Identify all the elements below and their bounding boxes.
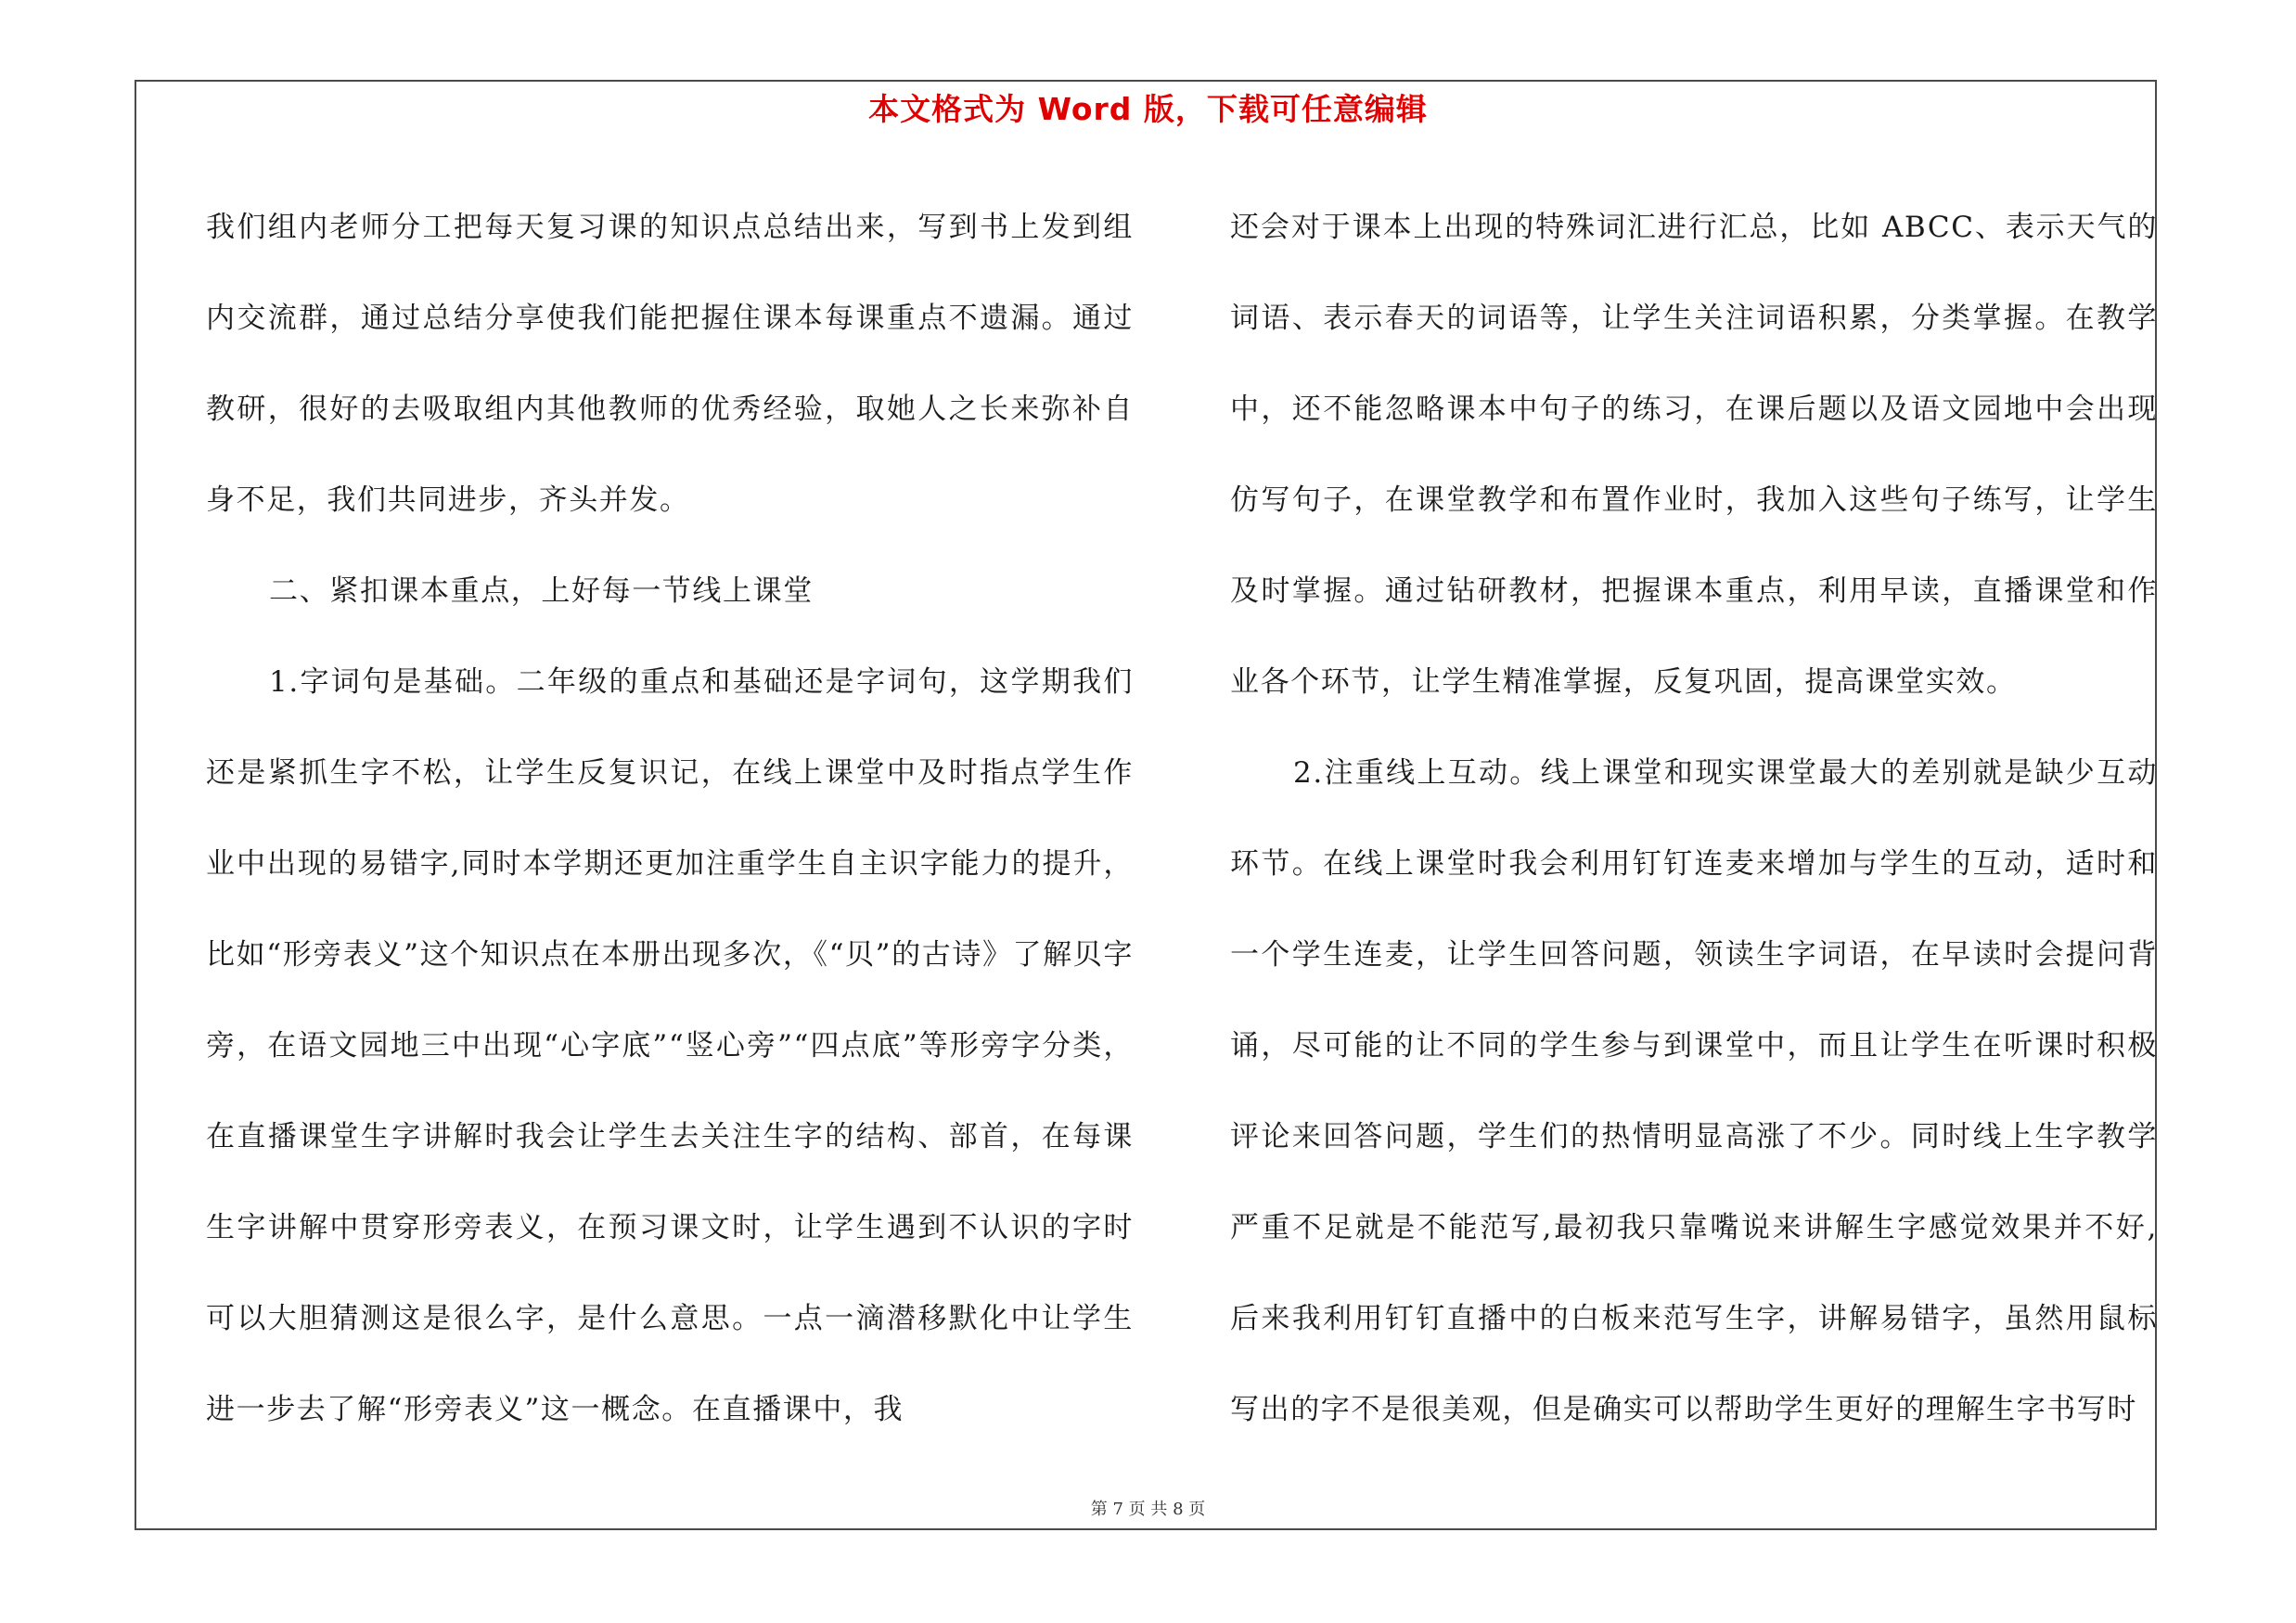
document-banner: 本文格式为 Word 版，下载可任意编辑 bbox=[868, 91, 1428, 127]
left-text-column bbox=[206, 182, 1134, 1455]
right-text-column bbox=[1230, 182, 2158, 1455]
page-number-footer: 第 7 页 共 8 页 bbox=[1090, 1500, 1206, 1519]
section-heading: 二、紧扣课本重点，上好每一节线上课堂 bbox=[269, 574, 814, 608]
paragraph: 2.注重线上互动。线上课堂和现实课堂最大的差别就是缺少互动环节。在线上课堂时我会利用钉钉连麦来增加与学生的互动，适时和一个学生连麦，让学生回答问题，领读生字词语，在早读时会提问背诵，尽可能的让不同的学生参与到课堂中，而且让学生在听课时积极评论来回答问题，学生们的热情明显高涨了不少。同时线上生字教学严重不足就是不能范写,最初我只靠嘴说来讲解生字感觉效果并不好,后来我利用钉钉直播中的白板来范写生字，讲解易错字，虽然用鼠标写出的字不是很美观，但是确实可以帮助学生更好的理解生字书写时 bbox=[1230, 756, 2158, 1426]
paragraph: 1.字词句是基础。二年级的重点和基础还是字词句，这学期我们还是紧抓生字不松，让学生反复识记，在线上课堂中及时指点学生作业中出现的易错字,同时本学期还更加注重学生自主识字能力的提升，比如“形旁表义”这个知识点在本册出现多次，《“贝”的古诗》了解贝字旁，在语文园地三中出现“心字底”“竖心旁”“四点底”等形旁字分类，在直播课堂生字讲解时我会让学生去关注生字的结构、部首，在每课生字讲解中贯穿形旁表义，在预习课文时，让学生遇到不认识的字时可以大胆猜测这是很么字，是什么意思。一点一滴潜移默化中让学生进一步去了解“形旁表义”这一概念。在直播课中，我 bbox=[206, 665, 1134, 1426]
paragraph: 我们组内老师分工把每天复习课的知识点总结出来，写到书上发到组内交流群，通过总结分享使我们能把握住课本每课重点不遗漏。通过教研，很好的去吸取组内其他教师的优秀经验，取她人之长来弥补自身不足，我们共同进步，齐头并发。 bbox=[206, 211, 1134, 517]
paragraph: 还会对于课本上出现的特殊词汇进行汇总，比如 ABCC、表示天气的词语、表示春天的词语等，让学生关注词语积累，分类掌握。在教学中，还不能忽略课本中句子的练习，在课后题以及语文园地中会出现仿写句子，在课堂教学和布置作业时，我加入这些句子练写，让学生及时掌握。通过钻研教材，把握课本重点，利用早读，直播课堂和作业各个环节，让学生精准掌握，反复巩固，提高课堂实效。 bbox=[1230, 211, 2158, 699]
